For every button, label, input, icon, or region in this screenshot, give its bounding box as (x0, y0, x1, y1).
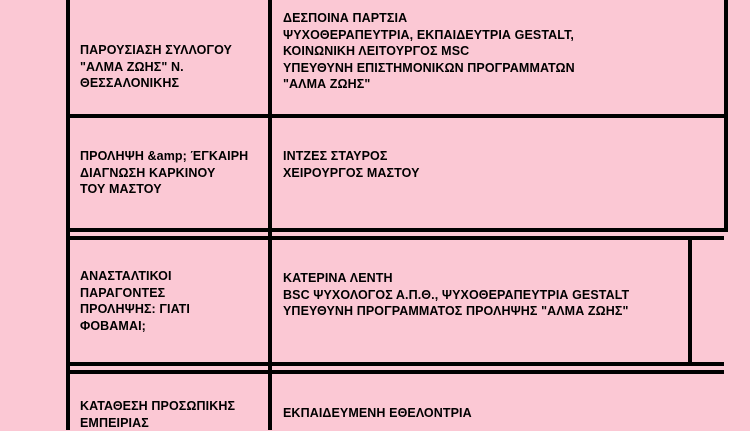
speaker-name: ΕΚΠΑΙΔΕΥΜΕΝΗ ΕΘΕΛΟΝΤΡΙΑ (283, 405, 713, 422)
speaker-detail: BSC ΨΥΧΟΛΟΓΟΣ Α.Π.Θ., ΨΥΧΟΘΕΡΑΠΕΥΤΡΙΑ GESTALT (283, 287, 723, 304)
topic-line: ΠΑΡΑΓΟΝΤΕΣ (80, 285, 260, 302)
topic-cell (80, 268, 260, 334)
topic-line: "ΑΛΜΑ ΖΩΗΣ" Ν. (80, 59, 260, 76)
speaker-detail: ΨΥΧΟΘΕΡΑΠΕΥΤΡΙΑ, ΕΚΠΑΙΔΕΥΤΡΙΑ GESTALT, (283, 27, 713, 44)
speaker-detail: ΚΟΙΝΩΝΙΚΗ ΛΕΙΤΟΥΡΓΟΣ MSC (283, 43, 713, 60)
topic-cell (80, 398, 270, 431)
speaker-cell (283, 10, 713, 93)
speaker-cell (283, 405, 713, 422)
row-divider-5 (66, 370, 724, 374)
topic-line: ΔΙΑΓΝΩΣΗ ΚΑΡΚΙΝΟΥ (80, 165, 260, 182)
speaker-cell (283, 270, 723, 320)
row-divider-1 (66, 114, 724, 118)
row-divider-3 (66, 236, 724, 240)
row-divider-2 (66, 228, 724, 232)
topic-line: ΠΡΟΛΗΨΗ &amp; ΈΓΚΑΙΡΗ (80, 148, 260, 165)
topic-line: ΑΝΑΣΤΑΛΤΙΚΟΙ (80, 268, 260, 285)
table-right-border (724, 0, 728, 232)
topic-line: ΤΟΥ ΜΑΣΤΟΥ (80, 181, 260, 198)
speaker-name: ΙΝΤΖΕΣ ΣΤΑΥΡΟΣ (283, 148, 713, 165)
topic-line: ΚΑΤΑΘΕΣΗ ΠΡΟΣΩΠΙΚΗΣ (80, 398, 270, 415)
speaker-detail: ΧΕΙΡΟΥΡΓΟΣ ΜΑΣΤΟΥ (283, 165, 713, 182)
speaker-cell (283, 148, 713, 181)
topic-cell (80, 42, 260, 92)
topic-line: ΕΜΠΕΙΡΙΑΣ (80, 415, 270, 431)
topic-cell (80, 148, 260, 198)
speaker-detail: ΥΠΕΥΘΥΝΗ ΠΡΟΓΡΑΜΜΑΤΟΣ ΠΡΟΛΗΨΗΣ "ΑΛΜΑ ΖΩΗΣ" (283, 303, 723, 320)
topic-line: ΠΑΡΟΥΣΙΑΣΗ ΣΥΛΛΟΓΟΥ (80, 42, 260, 59)
speaker-detail: ΥΠΕΥΘΥΝΗ ΕΠΙΣΤΗΜΟΝΙΚΩΝ ΠΡΟΓΡΑΜΜΑΤΩΝ (283, 60, 713, 77)
speaker-name: ΚΑΤΕΡΙΝΑ ΛΕΝΤΗ (283, 270, 723, 287)
topic-line: ΘΕΣΣΑΛΟΝΙΚΗΣ (80, 75, 260, 92)
topic-line: ΠΡΟΛΗΨΗΣ: ΓΙΑΤΙ (80, 301, 260, 318)
topic-line: ΦΟΒΑΜΑΙ; (80, 318, 260, 335)
speaker-name: ΔΕΣΠΟΙΝΑ ΠΑΡΤΣΙΑ (283, 10, 713, 27)
row-divider-4 (66, 362, 724, 366)
speaker-detail: "ΑΛΜΑ ΖΩΗΣ" (283, 76, 713, 93)
